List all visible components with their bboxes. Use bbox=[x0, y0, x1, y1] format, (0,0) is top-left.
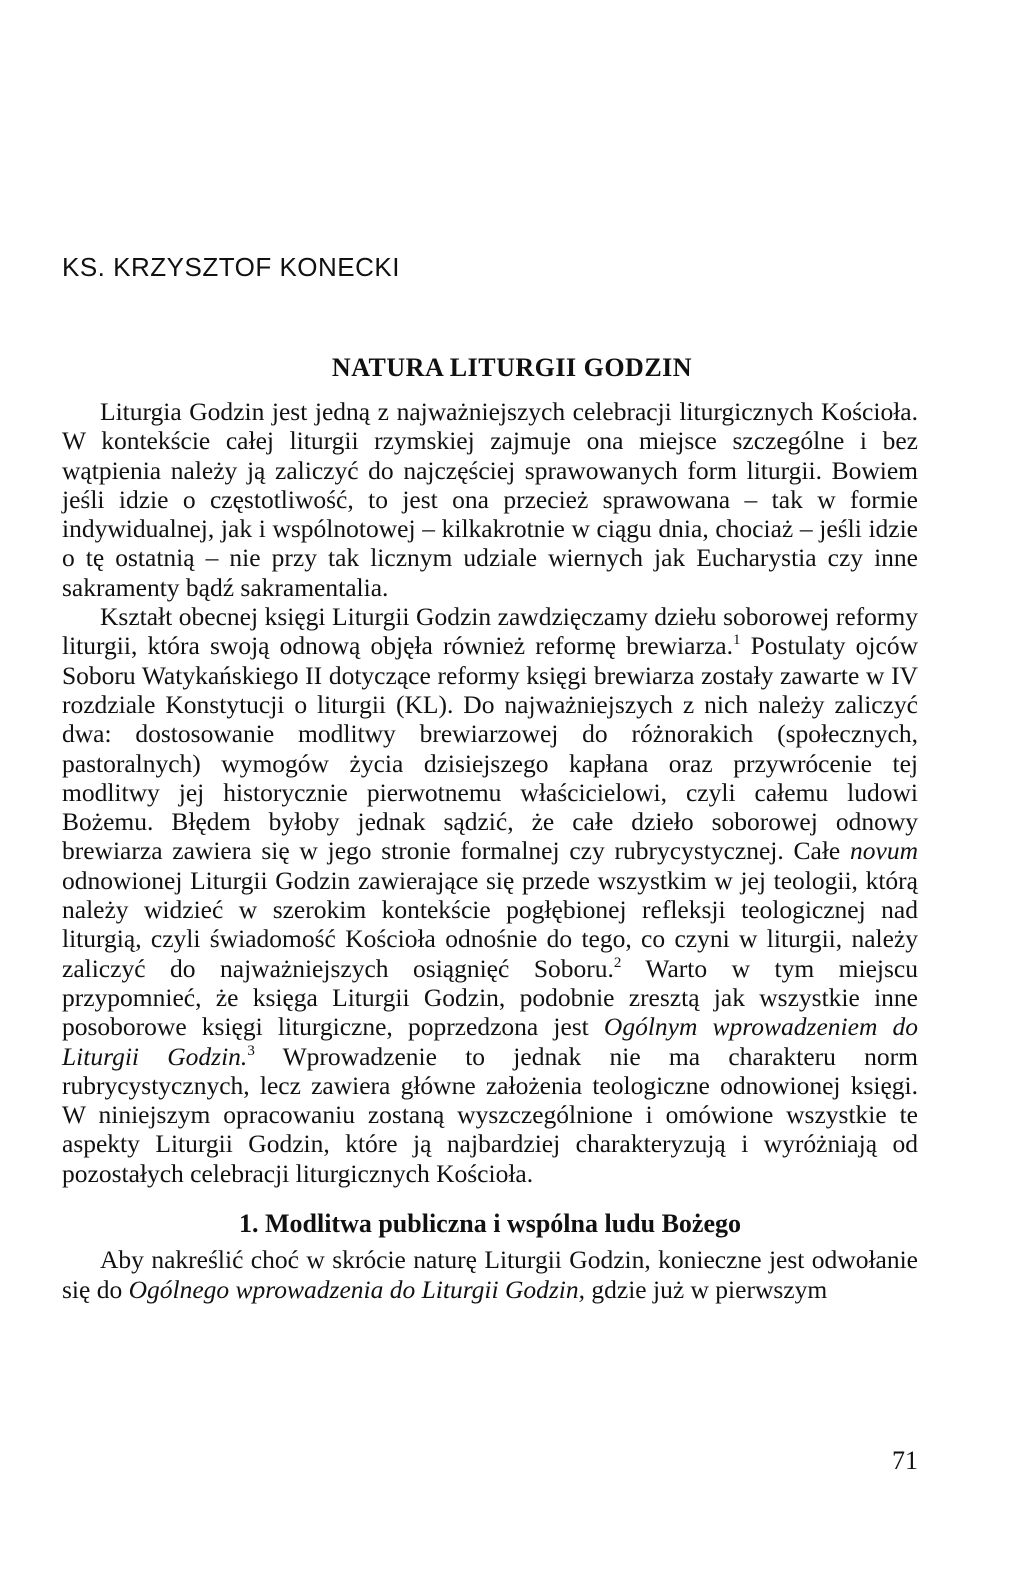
paragraph: Liturgia Godzin jest jedną z najważniejszych celebracji liturgicznych Kościoła. W kontekście całej liturgii rzymskiej zajmuje ona miejsce szczególne i bez wątpienia należy ją zaliczyć do najczęściej sprawowanych form liturgii. Bowiem jeśli idzie o częstotliwość, to jest ona przecież sprawowana – tak w formie indywidualnej, jak i wspólnotowej – kilkakrotnie w ciągu dnia, chociaż – jeśli idzie o tę ostatnią – nie przy tak licznym udziale wiernych jak Eucharystia czy inne sakramenty bądź sakramentalia. bbox=[62, 397, 918, 602]
text-run: Aby nakreślić choć w skrócie naturę Liturgii Godzin, konieczne jest odwołanie się do bbox=[62, 1245, 918, 1304]
text-run: Postulaty ojców Soboru Watykańskiego II dotyczące reformy księgi brewiarza zostały zawarte w IV rozdziale Konstytucji o liturgii (KL). Do najważniejszych z nich należy zaliczyć dwa: dostosowanie modlitwy brewiarzowej do różnorakich (społecznych, pastoralnych) wymogów życia dzisiejszego kapłana oraz przywrócenie tej modlitwy jej historycznie pierwotnemu właścicielowi, czyli całemu ludowi Bożemu. Błędem byłoby jednak sądzić, że całe dzieło soborowej odnowy brewiarza zawiera się w jego stronie formalnej czy rubrycystycznej. Całe bbox=[62, 631, 918, 866]
italic-title: Ogólnego wprowadzenia do Liturgii Godzin, bbox=[128, 1274, 586, 1304]
italic-term: novum bbox=[850, 836, 918, 866]
section-heading: 1. Modlitwa publiczna i wspólna ludu Bożego bbox=[238, 1209, 742, 1239]
text-run: gdzie już w pierwszym bbox=[585, 1274, 828, 1304]
paragraph bbox=[62, 1245, 918, 1304]
article-title: NATURA LITURGII GODZIN bbox=[331, 353, 693, 382]
author-line: KS. KRZYSZTOF KONECKI bbox=[62, 252, 400, 282]
text-run: Kształt obecnej księgi Liturgii Godzin zawdzięczamy dziełu soborowej reformy liturgii, która swoją odnową objęła również reformę brewiarza. bbox=[62, 602, 918, 661]
footnote-marker: 3 bbox=[247, 1042, 255, 1059]
text-run: odnowionej Liturgii Godzin zawierające się przede wszystkim w jej teologii, którą należy widzieć w szerokim kontekście pogłębionej refleksji teologicznej nad liturgią, czyli świadomość Kościoła odnośnie do tego, co czyni w liturgii, należy zaliczyć do najważniejszych osiągnięć Soboru. bbox=[62, 865, 918, 983]
footnote-marker: 1 bbox=[732, 632, 741, 649]
paragraph bbox=[62, 602, 918, 1188]
text-run: Wprowadzenie to jednak nie ma charakteru norm rubrycystycznych, lecz zawiera główne założenia teologiczne odnowionej księgi. W niniejszym opracowaniu zostaną wyszczególnione i omówione wszystkie te aspekty Liturgii Godzin, które ją najbardziej charakteryzują i wyróżniają od pozostałych celebracji liturgicznych Kościoła. bbox=[62, 1041, 919, 1188]
page-number: 71 bbox=[892, 1446, 918, 1475]
footnote-marker: 2 bbox=[613, 954, 622, 971]
text-run: Warto w tym miejscu przypomnieć, że księga Liturgii Godzin, podobnie zresztą jak wszystkie inne posoborowe księgi liturgiczne, poprzedzona jest bbox=[62, 953, 918, 1042]
italic-title: Ogólnym wprowadzeniem do Liturgii Godzin. bbox=[62, 1012, 918, 1071]
article-body bbox=[62, 397, 918, 1304]
